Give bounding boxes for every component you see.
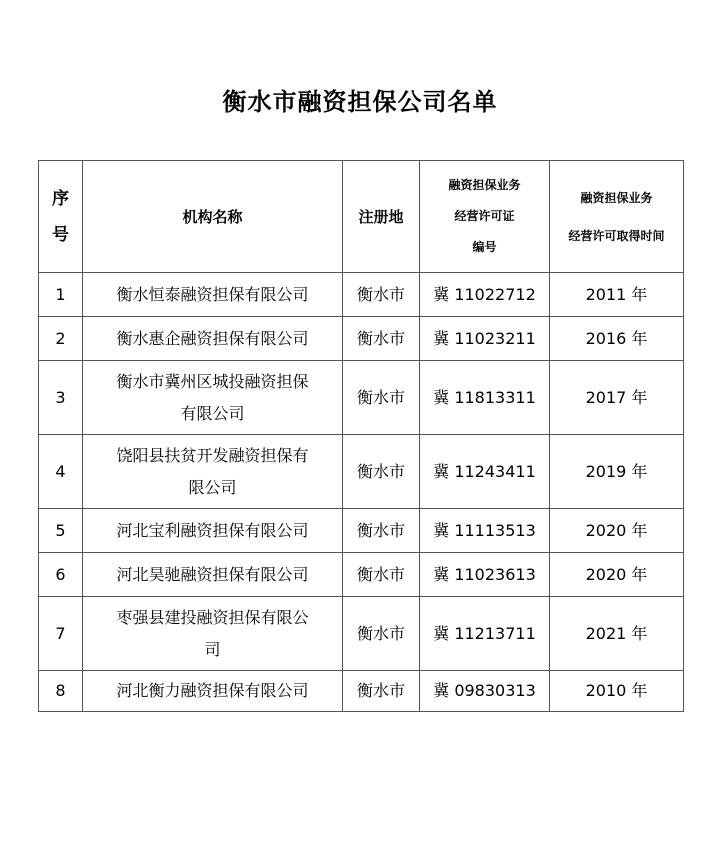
row-name-line: 衡水市冀州区城投融资担保 xyxy=(116,371,309,391)
table-row xyxy=(39,597,684,671)
row-name xyxy=(83,273,343,317)
row-license: 冀 11213711 xyxy=(420,597,550,671)
row-year: 2010 年 xyxy=(550,671,684,712)
company-list-table xyxy=(38,160,684,712)
row-seq: 8 xyxy=(39,671,83,712)
row-name-line: 有限公司 xyxy=(180,403,245,423)
header-license-line2: 经营许可证 xyxy=(454,209,515,223)
row-year: 2021 年 xyxy=(550,597,684,671)
row-place: 衡水市 xyxy=(343,273,420,317)
row-name-line: 枣强县建投融资担保有限公 xyxy=(116,607,309,627)
header-seq-line2: 号 xyxy=(52,224,69,245)
row-license: 冀 11813311 xyxy=(420,361,550,435)
header-obtained xyxy=(550,161,684,273)
row-license: 冀 11023211 xyxy=(420,317,550,361)
row-year: 2011 年 xyxy=(550,273,684,317)
row-name-line: 饶阳县扶贫开发融资担保有 xyxy=(116,445,309,465)
row-seq: 1 xyxy=(39,273,83,317)
row-name-line: 司 xyxy=(204,639,221,659)
row-name-line: 河北昊驰融资担保有限公司 xyxy=(116,564,309,584)
row-name-line: 衡水惠企融资担保有限公司 xyxy=(116,328,309,348)
row-name-line: 衡水恒泰融资担保有限公司 xyxy=(116,284,309,304)
table-body xyxy=(39,273,684,712)
row-seq: 4 xyxy=(39,435,83,509)
page-title: 衡水市融资担保公司名单 xyxy=(222,87,498,116)
row-name xyxy=(83,597,343,671)
row-license: 冀 11022712 xyxy=(420,273,550,317)
header-license-line3: 编号 xyxy=(472,240,497,254)
row-license: 冀 11113513 xyxy=(420,509,550,553)
row-name-line: 河北衡力融资担保有限公司 xyxy=(116,681,309,700)
header-obtained-line1: 融资担保业务 xyxy=(580,190,653,205)
row-year: 2020 年 xyxy=(550,509,684,553)
header-obtained-line2: 经营许可取得时间 xyxy=(568,228,665,243)
row-name xyxy=(83,435,343,509)
header-place: 注册地 xyxy=(343,161,420,273)
table-row xyxy=(39,273,684,317)
row-seq: 5 xyxy=(39,509,83,553)
row-year: 2017 年 xyxy=(550,361,684,435)
table-row xyxy=(39,317,684,361)
row-year: 2019 年 xyxy=(550,435,684,509)
row-place: 衡水市 xyxy=(343,317,420,361)
header-license-line1: 融资担保业务 xyxy=(448,178,521,192)
table-row xyxy=(39,553,684,597)
row-year: 2016 年 xyxy=(550,317,684,361)
table-row xyxy=(39,361,684,435)
row-seq: 3 xyxy=(39,361,83,435)
header-seq-line1: 序 xyxy=(52,188,69,209)
header-name: 机构名称 xyxy=(83,161,343,273)
table-row xyxy=(39,509,684,553)
row-name xyxy=(83,361,343,435)
row-name-line: 限公司 xyxy=(188,477,237,497)
row-name-line: 河北宝利融资担保有限公司 xyxy=(116,520,309,540)
row-name xyxy=(83,509,343,553)
header-seq xyxy=(39,161,83,273)
table-row xyxy=(39,435,684,509)
table-row xyxy=(39,671,684,712)
row-name xyxy=(83,553,343,597)
row-place: 衡水市 xyxy=(343,509,420,553)
row-place: 衡水市 xyxy=(343,553,420,597)
header-license xyxy=(420,161,550,273)
row-name xyxy=(83,671,343,712)
row-license: 冀 11243411 xyxy=(420,435,550,509)
row-place: 衡水市 xyxy=(343,597,420,671)
row-license: 冀 11023613 xyxy=(420,553,550,597)
row-place: 衡水市 xyxy=(343,435,420,509)
row-place: 衡水市 xyxy=(343,361,420,435)
row-seq: 7 xyxy=(39,597,83,671)
row-place: 衡水市 xyxy=(343,671,420,712)
row-license: 冀 09830313 xyxy=(420,671,550,712)
table-header-row xyxy=(39,161,684,273)
row-name xyxy=(83,317,343,361)
row-seq: 2 xyxy=(39,317,83,361)
row-seq: 6 xyxy=(39,553,83,597)
row-year: 2020 年 xyxy=(550,553,684,597)
